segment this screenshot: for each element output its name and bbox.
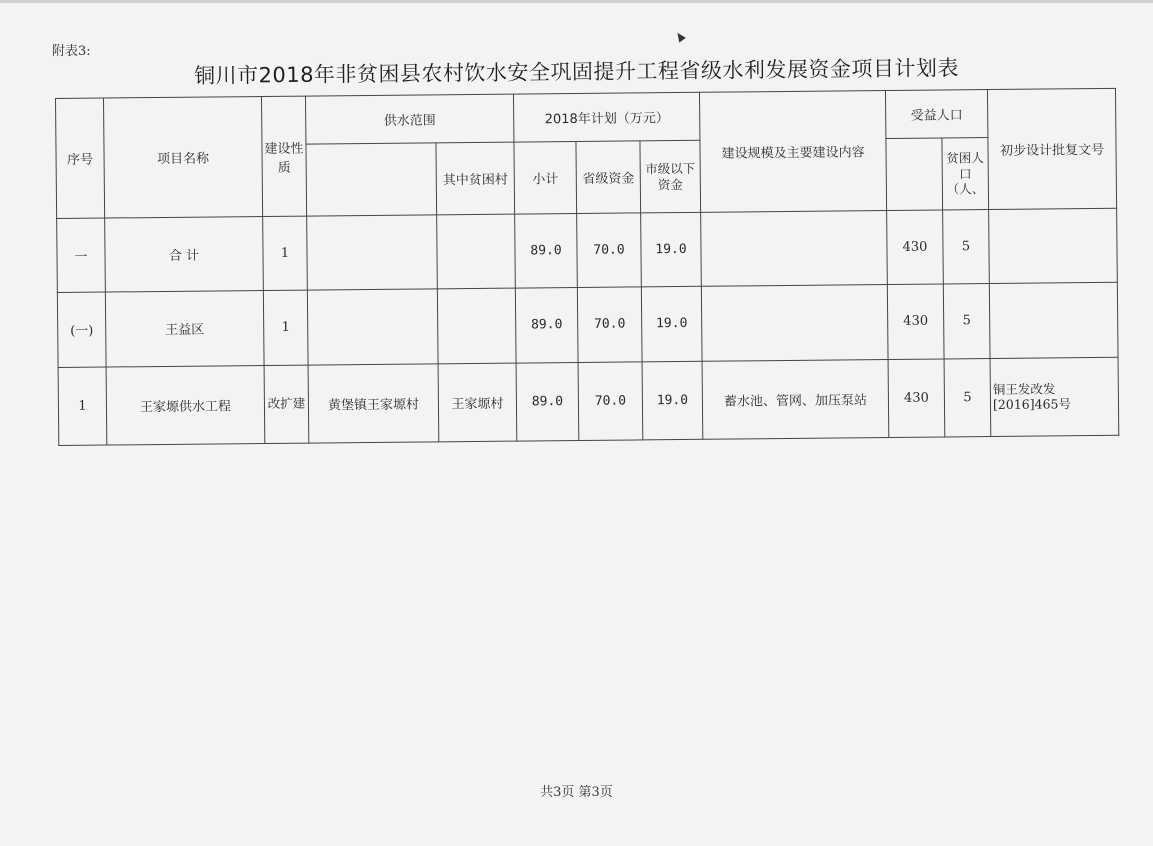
page-footer: 共3页 第3页	[540, 785, 613, 800]
cell-build-type: 改扩建	[264, 365, 309, 444]
cell-seq: 一	[57, 218, 106, 293]
cell-seq: 1	[58, 367, 107, 446]
page-title: 铜川市2018年非贫困县农村饮水安全巩固提升工程省级水利发展资金项目计划表	[193, 55, 960, 89]
plan-table	[55, 88, 1119, 446]
cell-project-name: 合 计	[105, 217, 264, 293]
header-beneficiaries-total-blank	[886, 138, 943, 211]
header-supply-scope: 供水范围	[305, 94, 513, 144]
header-poor-population: 贫困人口（人、	[942, 138, 989, 210]
cell-approval-doc	[989, 208, 1118, 284]
header-scale-content: 建设规模及主要建设内容	[699, 91, 886, 213]
cell-subtotal: 89.0	[515, 213, 578, 288]
cell-city-below: 19.0	[642, 361, 703, 440]
cell-poor-population: 5	[943, 210, 990, 285]
cell-supply-scope	[307, 289, 438, 365]
header-build-type: 建设性质	[261, 96, 306, 216]
header-seq: 序号	[56, 98, 105, 218]
table-row	[58, 357, 1119, 446]
cell-poor-village: 王家塬村	[438, 363, 517, 442]
cell-poor-village	[437, 214, 516, 289]
cell-project-name: 王益区	[105, 291, 264, 367]
cell-provincial: 70.0	[577, 287, 642, 362]
scan-top-edge	[0, 0, 1153, 3]
header-provincial: 省级资金	[576, 141, 641, 214]
cell-project-name: 王家塬供水工程	[106, 365, 265, 445]
cell-provincial: 70.0	[577, 213, 642, 288]
table-row	[57, 283, 1118, 367]
cell-subtotal: 89.0	[516, 362, 579, 441]
header-supply-range-blank	[306, 143, 437, 216]
cell-supply-scope	[307, 215, 438, 291]
header-city-below: 市级以下资金	[640, 140, 701, 213]
cell-scale-content: 蓄水池、管网、加压泵站	[702, 359, 889, 439]
cell-seq: (一)	[57, 292, 106, 367]
header-poor-village: 其中贫困村	[436, 142, 515, 215]
cell-poor-population: 5	[944, 358, 991, 437]
cell-scale-content	[701, 211, 888, 287]
cell-poor-village	[437, 288, 516, 363]
cell-city-below: 19.0	[641, 287, 702, 362]
header-beneficiaries: 受益人口	[885, 90, 987, 139]
cell-approval-doc	[989, 283, 1118, 359]
cell-build-type: 1	[263, 290, 308, 365]
header-plan-2018: 2018年计划（万元）	[513, 92, 699, 142]
cell-approval-doc: 铜王发改发[2016]465号	[990, 357, 1119, 437]
cell-provincial: 70.0	[578, 361, 643, 440]
cell-scale-content	[701, 285, 888, 361]
mouse-cursor-icon	[674, 31, 686, 43]
cell-build-type: 1	[263, 216, 308, 291]
plan-table-container	[55, 88, 1118, 446]
cell-subtotal: 89.0	[515, 288, 578, 363]
cell-beneficiaries: 430	[888, 359, 945, 438]
cell-beneficiaries: 430	[887, 210, 944, 285]
cell-beneficiaries: 430	[887, 284, 944, 359]
header-project-name: 项目名称	[104, 97, 263, 219]
cell-poor-population: 5	[943, 284, 990, 359]
header-approval-doc: 初步设计批复文号	[987, 88, 1116, 209]
cell-supply-scope: 黄堡镇王家塬村	[308, 363, 439, 443]
table-row	[57, 208, 1118, 292]
header-subtotal: 小计	[514, 142, 577, 215]
cell-city-below: 19.0	[641, 212, 702, 287]
appendix-label: 附表3:	[52, 44, 91, 59]
